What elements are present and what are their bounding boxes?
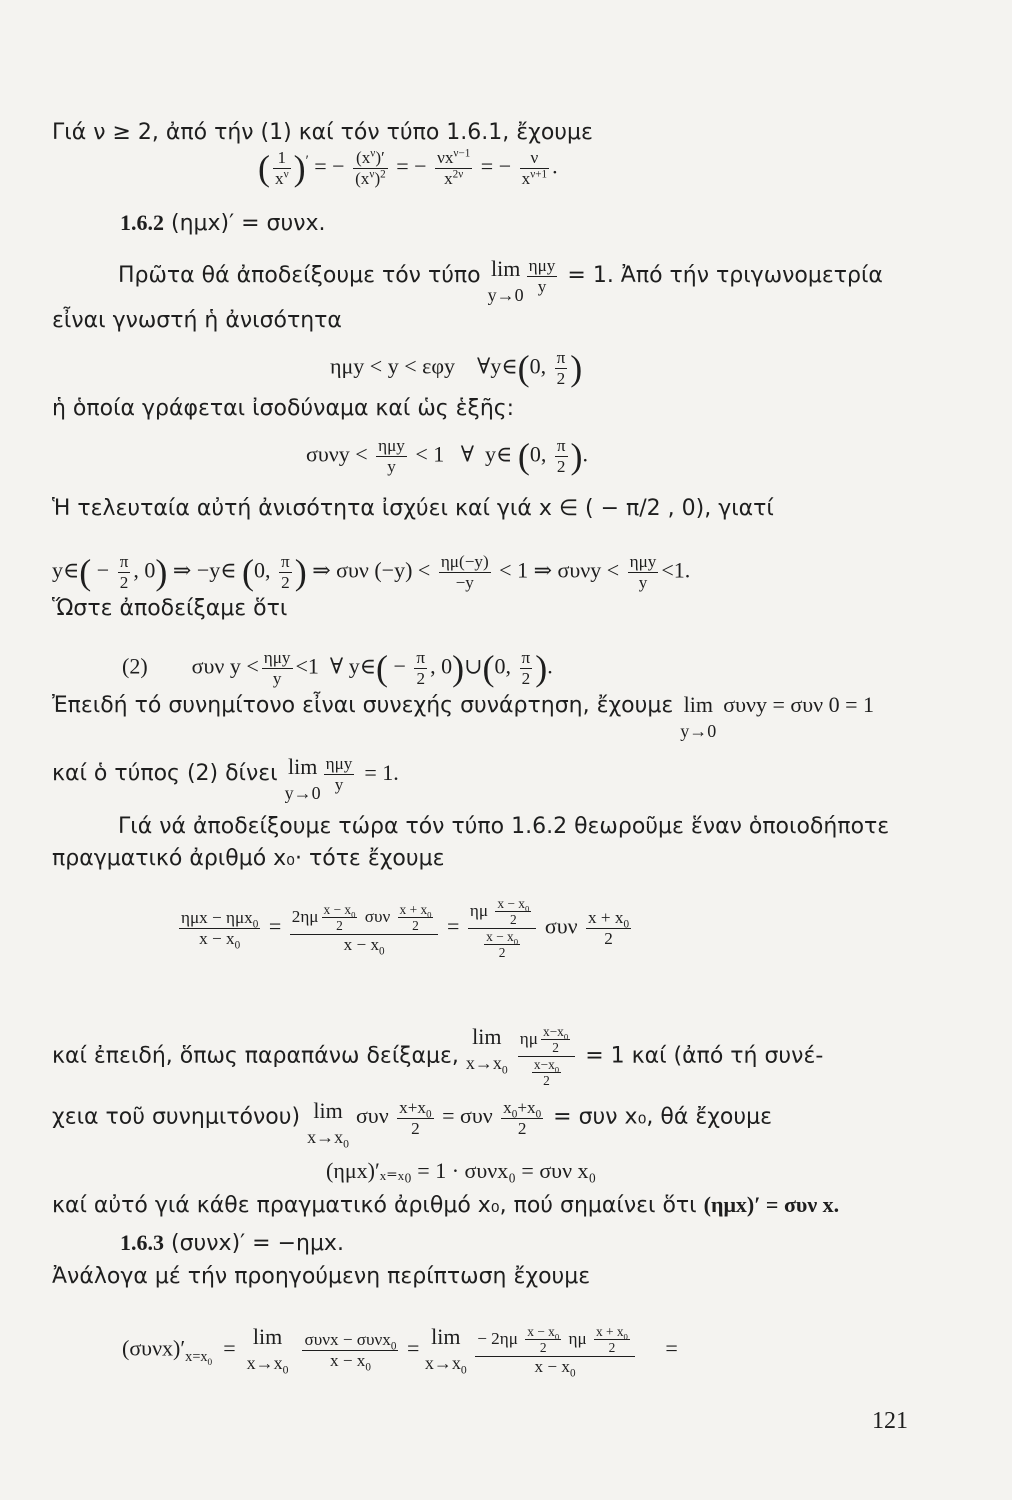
text-line: πραγματικό ἀριθμό x₀· τότε ἔχουμε xyxy=(52,846,445,871)
formula-implication: y∈( − $\frac{\pi}{2}$ , 0) ⇒ −y∈ (0, $\frac{\pi}{2}$ ) ⇒ συν (−y) < $\frac{\eta\mu(-y)}{-y}$ < 1 ⇒ συνy < $\frac{\text{ημy}}{y}$ <1. xyxy=(52,552,691,593)
section-title: (συνx)′ = −ημx. xyxy=(171,1231,344,1256)
text-span: καί ἐπειδή, ὅπως παραπάνω δείξαμε, xyxy=(52,1043,459,1069)
limit-expression: lim y→0 xyxy=(680,692,717,741)
text-line: Ὥστε ἀποδείξαμε ὅτι xyxy=(52,596,288,621)
formula-inequality: συνy < $\frac{\text{ημy}}{y}$ < 1 ∀ y∈ (0, $\frac{\pi}{2}$ ). xyxy=(306,436,589,477)
text-span: = συν x₀, θά ἔχουμε xyxy=(553,1104,773,1130)
text-span: = 1 καί (ἀπό τή συνέ- xyxy=(585,1043,824,1069)
formula-inequality: ημy < y < εφy ∀y∈(0, $\frac{\pi}{2}$ ) xyxy=(330,348,583,389)
text-span: (ημx)′ = συν x. xyxy=(703,1192,840,1217)
text-line: Γιά νά ἀποδείξουμε τώρα τόν τύπο 1.6.2 θεωροῦμε ἕναν ὁποιοδήποτε xyxy=(118,814,890,839)
text-line xyxy=(118,256,883,304)
page-number: 121 xyxy=(872,1408,908,1434)
text-span: = 1. Ἀπό τήν τριγωνομετρία xyxy=(567,263,883,289)
limit-expression: lim $x\to x_0$ xyxy=(465,1024,508,1077)
limit-expression: lim y→0 xyxy=(487,256,524,305)
section-number: 1.6.2 xyxy=(120,210,164,235)
text-span: καί ὁ τύπος (2) δίνει xyxy=(52,761,278,787)
text-line: χεια τοῦ συνημιτόνου) lim $x\to x_0$ συν $\frac{x+x_0}{2}$ = συν $\frac{x_0+x_0}{2}$ = συν x₀, θά ἔχουμε xyxy=(52,1098,773,1151)
text-line: Ἀνάλογα μέ τήν προηγούμενη περίπτωση ἔχουμε xyxy=(52,1264,591,1289)
limit-expression: lim y→0 xyxy=(284,754,321,803)
limit-expression: lim $x\to x_0$ xyxy=(307,1098,349,1151)
text-span: χεια τοῦ συνημιτόνου) xyxy=(52,1104,301,1130)
text-line: Γιά ν ≥ 2, ἀπό τήν (1) καί τόν τύπο 1.6.1, ἔχουμε xyxy=(52,120,593,145)
text-span: καί αὐτό γιά κάθε πραγματικό ἀριθμό x₀, πού σημαίνει ὅτι xyxy=(52,1193,697,1218)
text-span: συνy = συν 0 = 1 xyxy=(723,692,874,717)
section-title: (ημx)′ = συνx. xyxy=(171,211,326,236)
fraction: ημ $\frac{x-x_0}{2}$ $\frac{x-x_0}{2}$ xyxy=(518,1024,575,1089)
text-line: ἡ ὁποία γράφεται ἰσοδύναμα καί ὡς ἑξῆς: xyxy=(52,396,515,421)
text-line xyxy=(52,754,399,802)
formula-cos-derivative: $(\sigma\upsilon\nu x)'_{x=x_0}$ = lim $x\to x_0$ $\frac{\sigma\upsilon\nu x - \sigma\upsilon\nu x_0}{x - x_0}$ = lim $x\to x_0$ − 2ημ $\frac{x - x_0}{2}$ ημ $\frac{x + x_0}{2}$ $x - x_0$ = xyxy=(122,1324,678,1380)
fraction: $\frac{\text{ημy}}{y}$ xyxy=(325,754,353,794)
section-heading xyxy=(120,210,326,237)
section-heading xyxy=(120,1230,344,1257)
formula-result: (ημx)′ₓ₌ₓ₀ = 1 · συνx₀ = συν x₀ xyxy=(326,1158,597,1183)
equation-label: (2) xyxy=(122,653,148,679)
text-line: εἶναι γνωστή ἡ ἀνισότητα xyxy=(52,308,342,333)
text-line xyxy=(52,1192,839,1219)
text-span: Πρῶτα θά ἀποδείξουμε τόν τύπο xyxy=(118,263,481,289)
fraction: $\frac{\text{ημy}}{y}$ xyxy=(528,256,556,296)
text-line xyxy=(52,1024,823,1089)
text-span: = 1. xyxy=(364,760,399,786)
formula-derivative-reciprocal: ( $\frac{1}{x^\nu}$ )′ = − $\frac{(x^\nu)'}{(x^\nu)^2}$ = − $\frac{\nu x^{\nu-1}}{x^{2\nu}}$ = − $\frac{\nu}{x^{\nu+1}}$ . xyxy=(258,147,558,189)
formula-difference-quotient: $\frac{\eta\mu x - \eta\mu x_0}{x - x_0}$ = 2ημ $\frac{x - x_0}{2}$ συν $\frac{x + x_0}{2}$ $x - x_0$ = ημ $\frac{x - x_0}{2}$ $\frac{x - x_0}{2}$ συν $\frac{x + x_0}{2}$ xyxy=(181,896,630,961)
text-line: Ἡ τελευταία αὐτή ἀνισότητα ἰσχύει καί γιά x ∈ ( − π/2 , 0), γιατί xyxy=(52,496,774,521)
formula-2: (2) συν y < $\frac{\text{ημy}}{y}$ <1 ∀ y∈( − $\frac{\pi}{2}$ , 0)∪(0, $\frac{\pi}{2}$ ). xyxy=(122,648,553,689)
section-number: 1.6.3 xyxy=(120,1230,164,1255)
text-span: Ἐπειδή τό συνημίτονο εἶναι συνεχής συνάρτηση, ἔχουμε xyxy=(52,693,674,718)
text-line xyxy=(52,692,874,740)
